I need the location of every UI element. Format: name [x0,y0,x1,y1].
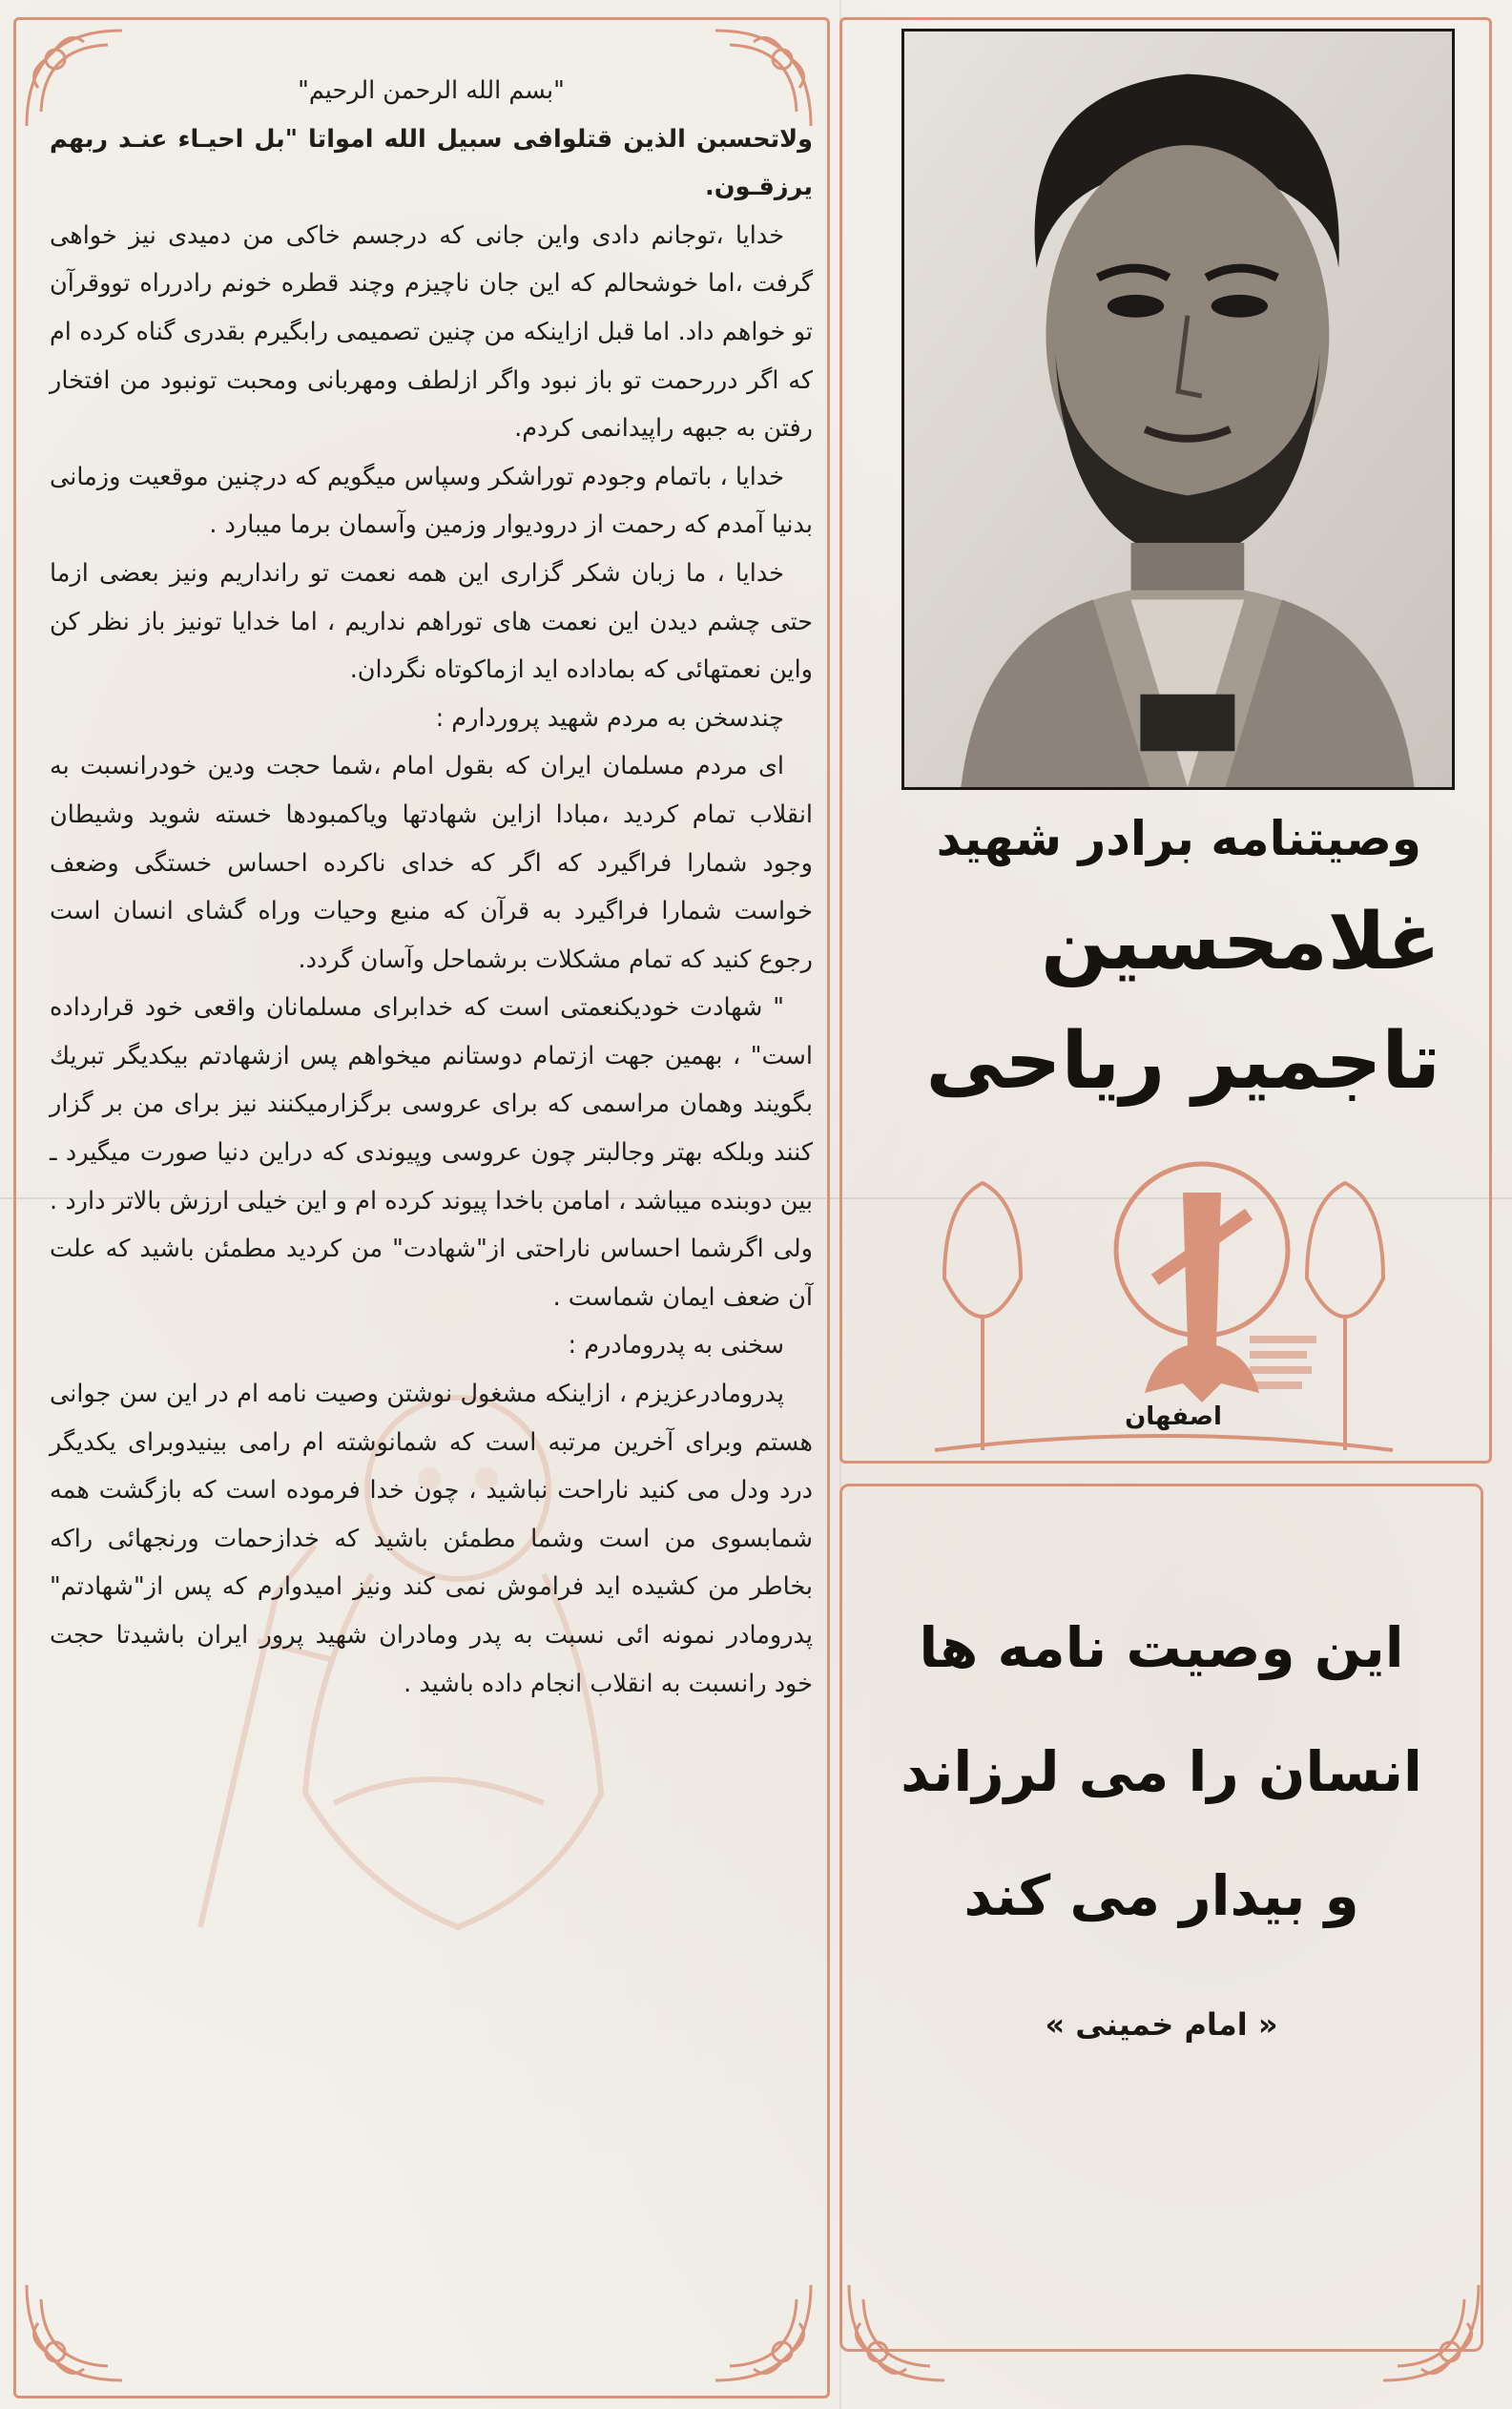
letter-paragraph: " شهادت خودیكنعمتی است كه خدابرای مسلمانان واقعی خود قرارداده است" ، بهمين جهت ازتمام دوستانم ميخواهم پس ازشهادتم بيكديگر تبريك بگويند وهمان مراسمی كه برای عروسی برگزارميكنند نيز برای من بر گزار كنند وبلكه بهتر وجالبتر چون عروسی وپيوندی كه دراين دنيا صورت ميگيرد ـ بين دوبنده ميباشد ، امامن باخدا پيوند كرده ام و اين خيلی ارزش بالاتر دارد . ولی اگرشما احساس ناراحتی از"شهادت" من كرديد مطمئن باشيد كه علت آن ضعف ايمان شماست . [50,993,813,1312]
imam-quote-box [839,1484,1483,2352]
quote-author: « امام خمينی » [1045,2006,1278,2043]
testament-text [50,67,813,2280]
title-heading: وصيتنامه برادر شهيد [936,811,1421,866]
emblem-city-label: اصفهان [1125,1402,1222,1431]
martyr-last-name: تاجمير رياحی [925,1016,1440,1107]
martyr-portrait-photo [901,29,1455,790]
quote-line: انسان را می لرزاند [901,1739,1422,1804]
corner-ornament-icon [17,2275,132,2390]
letter-paragraph: پدرومادرعزيزم ، ازاينكه مشغول نوشتن وصيت نامه ام در اين سن جوانی هستم وبرای آخرين مرتبه است كه شمانوشته ام رامی بينيدوبرای يكديگر درد ودل می كنيد ناراحت نباشيد ، چون خدا فرموده است كه بازگشت همه شمابسوی من است وشما مطمئن باشيد كه خدازحمات ورنجهائی راكه بخاطر من كشيده ايد فراموش نمی كند ونيز اميدوارم كه پس از"شهادتم" پدرومادر نمونه ائی نسبت به پدر ومادران شهيد پرور ايران باشيدتا حجت خود رانسبت به انقلاب انجام داده باشيد . [50,1380,813,1698]
letter-paragraph: ای مردم مسلمان ايران كه بقول امام ،شما حجت ودين خودرانسبت به انقلاب تمام كرديد ،مبادا ازاين شهادتها وياكمبودها خسته شويد وشيطان وجود شمارا فراگيرد كه اگر كه خدای ناكرده احساس خستگی وضعف خواست شمارا فراگيرد به قرآن كه منبع وحيات وراه گشای انسان است رجوع كنيد كه تمام مشكلات برشماحل وآسان گردد. [50,752,813,974]
letter-paragraph: چندسخن به مردم شهيد پروردارم : [435,703,784,733]
quote-line: اين وصيت نامه ها [919,1615,1404,1680]
quote-line: و بيدار می كند [963,1863,1359,1928]
letter-paragraph: ولاتحسبن الذين قتلوافی سبيل الله امواتا "بل احيـاء عنـد ربهم يرزقـون. [50,124,813,202]
corner-ornament-icon [706,2275,820,2390]
letter-paragraph: سخنی به پدرومادرم : [568,1331,784,1360]
letter-paragraph: خدايا ،توجانم دادی واين جانی كه درجسم خاكی من دميدی نيز خواهی گرفت ،اما خوشحالم كه اين جان ناچيزم وچند قطره خونم رادرراه تووقرآن تو خواهم داد. اما قبل ازاينكه من چنين تصميمی رابگيرم بقدری گناه كرده ام كه اگر دررحمت تو باز نبود واگر ازلطف ومهربانی ومحبت تونبود من افتخار رفتن به جبهه راپيدانمی كردم. [50,220,813,444]
martyr-first-name: غلامحسين [1041,897,1440,987]
letter-paragraph: "بسم الله الرحمن الرحيم" [298,76,565,105]
letter-paragraph: خدايا ، ما زبان شكر گزاری اين همه نعمت تو رانداريم ونيز بعضی ازما حتی چشم ديدن اين نعمت های توراهم نداريم ، اما خدايا تونيز باز نظر كن واين نعمتهائی كه بماداده ايد ازماكوتاه نگردان. [50,558,813,685]
letter-paragraph: خدايا ، باتمام وجودم توراشكر وسپاس ميگويم كه درچنين موقعيت وزمانی بدنيا آمدم كه رحمت از درودیوار وزمين وآسمان برما ميبارد . [50,462,813,540]
